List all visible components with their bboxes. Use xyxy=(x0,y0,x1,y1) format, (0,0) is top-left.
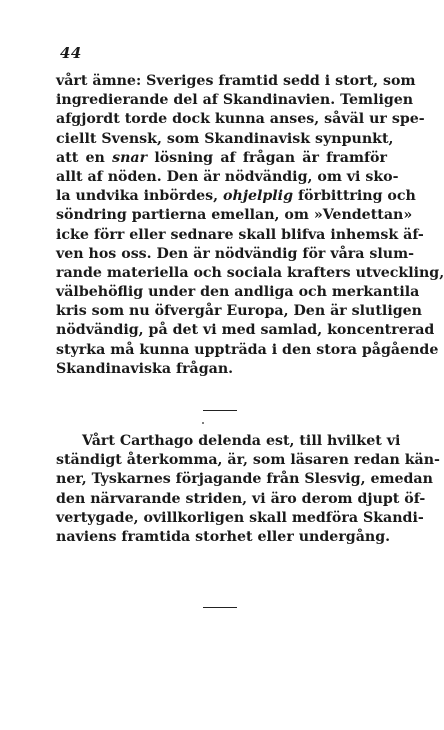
text-line: nödvändig, på det vi med samlad, koncentrerad xyxy=(56,322,435,339)
text-line: vertygade, ovillkorligen skall medföra Skandi- xyxy=(56,509,424,526)
text-line: Skandinaviska frågan. xyxy=(56,360,234,377)
text-line: ner, Tyskarnes förjagande från Slesvig, emedan xyxy=(56,471,433,488)
text-line: ingredierande del af Skandinavien. Temligen xyxy=(56,92,414,109)
text-line xyxy=(56,149,387,168)
text-line: ständigt återkomma, är, som läsaren redan kän- xyxy=(56,452,440,469)
text-line: Vårt Carthago delenda est, till hvilket vi xyxy=(82,433,401,449)
text-segment: lösning af frågan är framför xyxy=(147,149,387,166)
italic-word: ohjelplig xyxy=(223,188,293,205)
text-line: vårt ämne: Sveriges framtid sedd i stort, som xyxy=(56,73,416,89)
text-line: ven hos oss. Den är nödvändig för våra slum- xyxy=(56,245,414,262)
text-line: söndring partierna emellan, om »Vendettan» xyxy=(56,207,413,224)
text-line: icke förr eller sednare skall blifva inhemsk äf- xyxy=(56,226,424,243)
text-line: naviens framtida storhet eller undergång. xyxy=(56,528,391,545)
print-speck xyxy=(202,422,204,424)
section-divider xyxy=(203,607,237,608)
text-line: styrka må kunna uppträda i den stora pågående xyxy=(56,341,439,358)
text-line: den närvarande striden, vi äro derom djupt öf- xyxy=(56,490,426,507)
page-number: 44 xyxy=(60,44,82,62)
text-line xyxy=(56,187,416,206)
paragraph-2 xyxy=(56,432,440,547)
text-line: kris som nu öfvergår Europa, Den är slutligen xyxy=(56,303,422,320)
section-divider xyxy=(203,410,237,411)
text-line: allt af nöden. Den är nödvändig, om vi sko- xyxy=(56,168,399,185)
text-line: välbehöflig under den andliga och merkantila xyxy=(56,284,420,301)
text-segment: förbittring och xyxy=(293,188,416,205)
text-segment: la undvika inbördes, xyxy=(56,188,224,205)
italic-word: snar xyxy=(112,149,148,166)
text-line: rande materiella och sociala krafters utveckling, xyxy=(56,264,444,281)
paragraph-1 xyxy=(56,72,444,379)
text-line: afgjordt torde dock kunna anses, såväl ur spe- xyxy=(56,111,425,128)
text-segment: att en xyxy=(56,149,113,166)
text-line: ciellt Svensk, som Skandinavisk synpunkt, xyxy=(56,130,394,147)
